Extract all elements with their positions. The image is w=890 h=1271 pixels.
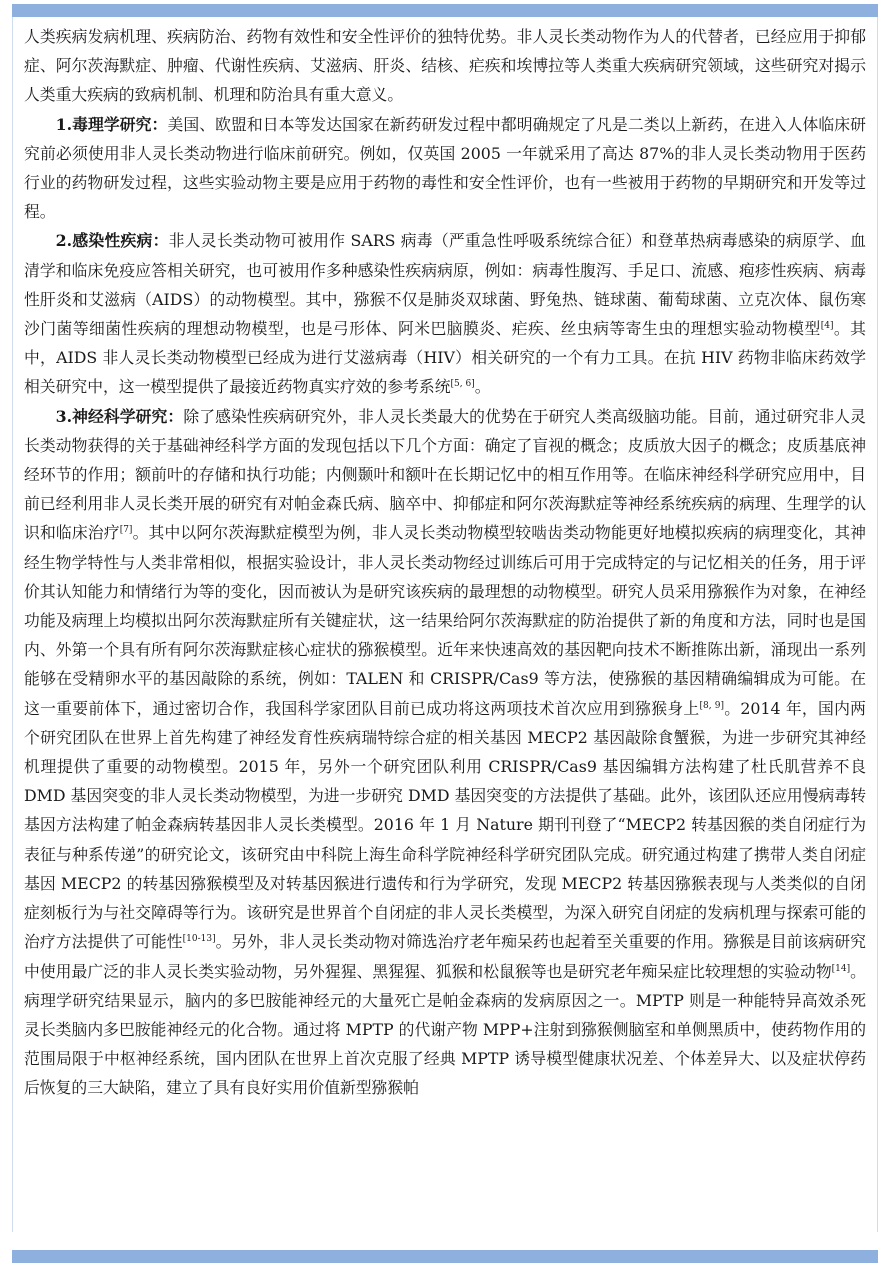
- citation-ref: [5, 6]: [450, 379, 475, 390]
- right-frame-line: [877, 17, 878, 1232]
- paragraph-text: 。其中，AIDS 非人灵长类动物模型已经成为进行艾滋病毒（HIV）相关研究的一个有力工具。在抗 HIV 药物非临床药效学相关研究中，这一模型提供了最接近药物真实疗效的参考系统: [24, 319, 866, 397]
- paragraph-text: 。另外，非人灵长类动物对筛选治疗老年痴呆药也起着至关重要的作用。猕猴是目前该病研究中使用最广泛的非人灵长类实验动物，另外猩猩、黑猩猩、狐猴和松鼠猴等也是研究老年痴呆症比较理想的实验动物: [24, 932, 866, 981]
- section-heading: 1.毒理学研究：: [55, 114, 168, 134]
- paragraph-neuroscience: [24, 402, 866, 1103]
- citation-ref: [10-13]: [182, 934, 216, 945]
- paragraph-text: 。: [474, 377, 491, 397]
- section-heading: 2.感染性疾病：: [55, 231, 169, 251]
- section-heading: 3.神经科学研究：: [55, 406, 184, 426]
- document-body: [24, 22, 866, 1103]
- paragraph-text: 除了感染性疾病研究外，非人灵长类最大的优势在于研究人类高级脑功能。目前，通过研究非人灵长类动物获得的关于基础神经科学方面的发现包括以下几个方面：确定了盲视的概念；皮质放大因子的概念；皮质基底神经环节的作用；额前叶的存储和执行功能；内侧颞叶和额叶在长期记忆中的相互作用等。在临床神经科学研究应用中，目前已经利用非人灵长类开展的研究有对帕金森氏病、脑卒中、抑郁症和阿尔茨海默症等神经系统疾病的病理、生理学的认识和临床治疗: [24, 406, 866, 543]
- paragraph-intro: [24, 22, 866, 110]
- paragraph-infectious: [24, 226, 866, 401]
- paragraph-text: 。2014 年，国内两个研究团队在世界上首先构建了神经发育性疾病瑞特综合症的相关基因 MECP2 基因敲除食蟹猴，为进一步研究其神经机理提供了重要的动物模型。2015 年，另外一个研究团队利用 CRISPR/Cas9 基因编辑方法构建了杜氏肌营养不良 DMD 基因突变的非人灵长类动物模型，为进一步研究 DMD 基因突变的方法提供了基础。此外，该团队还应用慢病毒转基因方法构建了帕金森病转基因非人灵长类模型。2016 年 1 月 Nature 期刊刊登了“MECP2 转基因猴的类自闭症行为表征与种系传递”的研究论文，该研究由中科院上海生命科学院神经科学研究团队完成。研究通过构建了携带人类自闭症基因 MECP2 的转基因猕猴模型及对转基因猴进行遗传和行为学研究，发现 MECP2 转基因猕猴表现与人类类似的自闭症刻板行为与社交障碍等行为。该研究是世界首个自闭症的非人灵长类模型，为深入研究自闭症的发病机理与探索可能的治疗方法提供了可能性: [24, 698, 866, 952]
- bottom-footer-bar: [12, 1250, 878, 1263]
- paragraph-text: 。其中以阿尔茨海默症模型为例，非人灵长类动物模型较啮齿类动物能更好地模拟疾病的病理变化，其神经生物学特性与人类非常相似，根据实验设计，非人灵长类动物经过训练后可用于完成特定的与记忆相关的任务，用于评价其认知能力和情绪行为等的变化，因而被认为是研究该疾病的最理想的动物模型。研究人员采用猕猴作为对象，在神经功能及病理上均模拟出阿尔茨海默症所有关键症状，这一结果给阿尔茨海默症的防治提供了新的角度和方法，同时也是国内、外第一个具有所有阿尔茨海默症核心症状的猕猴模型。近年来快速高效的基因靶向技术不断推陈出新，涌现出一系列能够在受精卵水平的基因敲除的系统，例如：TALEN 和 CRISPR/Cas9 等方法，使猕猴的基因精确编辑成为可能。在这一重要前体下，通过密切合作，我国科学家团队目前已成功将这两项技术首次应用到猕猴身上: [24, 523, 866, 718]
- citation-ref: [14]: [831, 963, 851, 974]
- citation-ref: [4]: [820, 321, 834, 332]
- paragraph-toxicology: [24, 110, 866, 227]
- left-frame-line: [12, 17, 13, 1232]
- top-header-bar: [12, 4, 878, 17]
- paragraph-text: 人类疾病发病机理、疾病防治、药物有效性和安全性评价的独特优势。非人灵长类动物作为人的代替者，已经应用于抑郁症、阿尔茨海默症、肿瘤、代谢性疾病、艾滋病、肝炎、结核、疟疾和埃博拉等人类重大疾病研究领域，这些研究对揭示人类重大疾病的致病机制、机理和防治具有重大意义。: [24, 27, 866, 105]
- paragraph-text: 。病理学研究结果显示，脑内的多巴胺能神经元的大量死亡是帕金森病的发病原因之一。MPTP 则是一种能特异高效杀死灵长类脑内多巴胺能神经元的化合物。通过将 MPTP 的代谢产物 MPP+注射到猕猴侧脑室和单侧黑质中，使药物作用的范围局限于中枢神经系统，国内团队在世界上首次克服了经典 MPTP 诱导模型健康状况差、个体差异大、以及症状停药后恢复的三大缺陷，建立了具有良好实用价值新型猕猴帕: [24, 961, 866, 1098]
- paragraph-text: 美国、欧盟和日本等发达国家在新药研发过程中都明确规定了凡是二类以上新药，在进入人体临床研究前必须使用非人灵长类动物进行临床前研究。例如，仅英国 2005 一年就采用了高达 87%的非人灵长类动物用于医药行业的药物研发过程，这些实验动物主要是应用于药物的毒性和安全性评价，也有一些被用于药物的早期研究和开发等过程。: [24, 114, 866, 222]
- citation-ref: [8, 9]: [699, 700, 724, 711]
- citation-ref: [7]: [119, 525, 133, 536]
- paragraph-text: 非人灵长类动物可被用作 SARS 病毒（严重急性呼吸系统综合征）和登革热病毒感染的病原学、血清学和临床免疫应答相关研究，也可被用作多种感染性疾病病原，例如：病毒性腹泻、手足口、流感、疱疹性疾病、病毒性肝炎和艾滋病（AIDS）的动物模型。其中，猕猴不仅是肺炎双球菌、野兔热、链球菌、葡萄球菌、立克次体、鼠伤寒沙门菌等细菌性疾病的理想动物模型，也是弓形体、阿米巴脑膜炎、疟疾、丝虫病等寄生虫的理想实验动物模型: [24, 231, 866, 339]
